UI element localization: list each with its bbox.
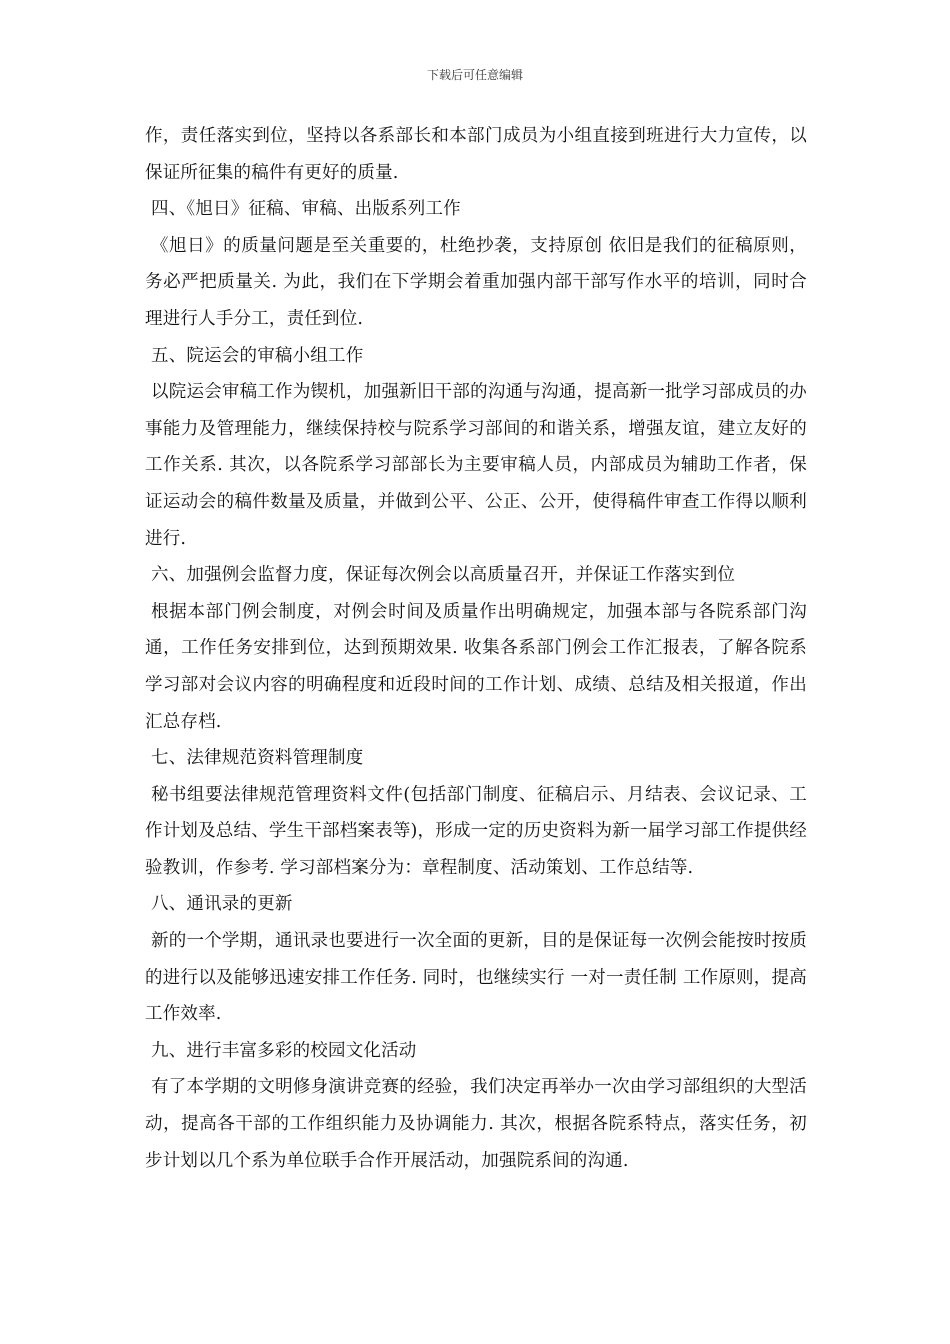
section-heading: 五、院运会的审稿小组工作 [151,345,364,366]
paragraph: 秘书组要法律规范管理资料文件(包括部门制度、征稿启示、月结表、会议记录、工作计划及总结、学生干部档案表等)，形成一定的历史资料为新一届学习部工作提供经验教训，作参考. 学习部档案分为：章程制度、活动策划、工作总结等. [145,784,807,878]
paragraph: 以院运会审稿工作为锲机，加强新旧干部的沟通与沟通，提高新一批学习部成员的办事能力及管理能力，继续保持校与院系学习部间的和谐关系，增强友谊，建立友好的工作关系. 其次，以各院系学习部部长为主要审稿人员，内部成员为辅助工作者，保证运动会的稿件数量及质量，并做到公平、公正、公开，使得稿件审查工作得以顺利进行. [145,382,807,549]
paragraph: 《旭日》的质量问题是至关重要的，杜绝抄袭，支持原创 依旧是我们的征稿原则，务必严把质量关. 为此，我们在下学期会着重加强内部干部写作水平的培训，同时合理进行人手分工，责任到位. [145,235,807,329]
section-heading: 七、法律规范资料管理制度 [151,748,364,769]
section-heading: 四、《旭日》征稿、审稿、出版系列工作 [151,199,461,220]
paragraph: 作，责任落实到位，坚持以各系部长和本部门成员为小组直接到班进行大力宣传，以保证所征集的稿件有更好的质量. [145,126,807,183]
document-body [145,118,807,1179]
section-heading: 八、通讯录的更新 [151,894,293,915]
paragraph: 有了本学期的文明修身演讲竞赛的经验，我们决定再举办一次由学习部组织的大型活动，提高各干部的工作组织能力及协调能力. 其次，根据各院系特点，落实任务，初步计划以几个系为单位联手合作开展活动，加强院系间的沟通. [145,1077,807,1171]
page-header: 下载后可任意编辑 [426,68,523,82]
paragraph: 根据本部门例会制度，对例会时间及质量作出明确规定，加强本部与各院系部门沟通，工作任务安排到位，达到预期效果. 收集各系部门例会工作汇报表，了解各院系学习部对会议内容的明确程度和近段时间的工作计划、成绩、总结及相关报道，作出汇总存档. [145,601,807,732]
paragraph: 新的一个学期，通讯录也要进行一次全面的更新，目的是保证每一次例会能按时按质的进行以及能够迅速安排工作任务. 同时，也继续实行 一对一责任制 工作原则，提高工作效率. [145,931,807,1025]
section-heading: 六、加强例会监督力度，保证每次例会以高质量召开，并保证工作落实到位 [151,565,736,586]
section-heading: 九、进行丰富多彩的校园文化活动 [151,1040,417,1061]
